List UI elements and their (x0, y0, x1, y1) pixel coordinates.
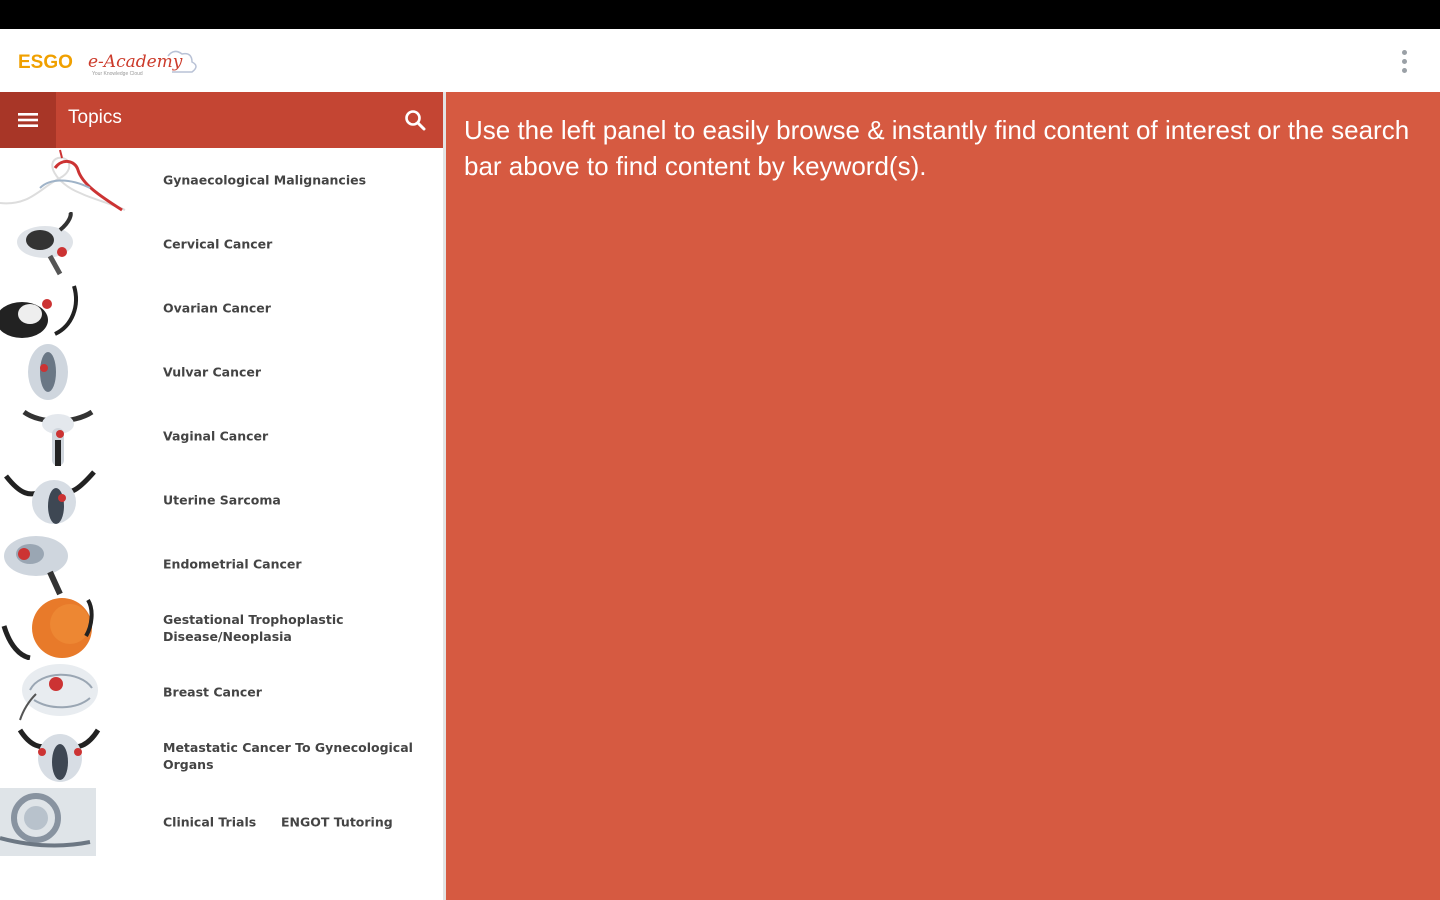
overflow-dot (1402, 68, 1407, 73)
topic-label: Ovarian Cancer (163, 300, 271, 316)
topic-row-endometrial-cancer[interactable] (0, 532, 443, 596)
topic-row-clinical-trials[interactable] (0, 788, 443, 856)
breast-illustration-icon (0, 660, 130, 724)
topic-label: Cervical Cancer (163, 236, 273, 252)
topic-label: Breast Cancer (163, 684, 262, 700)
app-bar (0, 29, 1440, 92)
metastasis-illustration-icon (0, 724, 130, 788)
placenta-illustration-icon (0, 596, 130, 660)
search-glyph (404, 109, 426, 131)
topic-label: Vaginal Cancer (163, 428, 269, 444)
topic-label: Metastatic Cancer To Gynecological Organs (163, 740, 413, 772)
instructions-text: Use the left panel to easily browse & instantly find content of interest or the search bar above to find content by keyword(s). (464, 115, 1410, 181)
ribbon-illustration-icon (0, 148, 130, 212)
esgo-logo[interactable] (18, 47, 198, 77)
vagina-illustration-icon (0, 404, 130, 468)
content-panel (446, 92, 1440, 900)
esgo-e-academy-logo (18, 46, 198, 78)
topic-label: Endometrial Cancer (163, 556, 302, 572)
endometrium-illustration-icon (0, 532, 130, 596)
stethoscope-illustration-icon (0, 788, 130, 856)
svg-text:Your Knowledge Cloud: Your Knowledge Cloud (92, 71, 143, 77)
vulva-illustration-icon (0, 340, 130, 404)
cervix-illustration-icon (0, 212, 130, 276)
clinical-trials-label[interactable]: Clinical Trials (163, 814, 257, 830)
hamburger-icon[interactable] (0, 92, 56, 148)
topic-row-vaginal-cancer[interactable] (0, 404, 443, 468)
ovary-illustration-icon (0, 276, 130, 340)
svg-text:e-Academy: e-Academy (88, 52, 183, 72)
topics-bar (0, 92, 443, 148)
topic-row-vulvar-cancer[interactable] (0, 340, 443, 404)
engot-tutoring-label[interactable]: ENGOT Tutoring (281, 814, 393, 830)
topic-row-metastatic-cancer[interactable] (0, 724, 443, 788)
uterus-illustration-icon (0, 468, 130, 532)
menu-lines (18, 112, 38, 128)
search-icon[interactable] (401, 106, 429, 134)
topic-label: Uterine Sarcoma (163, 492, 281, 508)
topic-row-breast-cancer[interactable] (0, 660, 443, 724)
topic-label: Gestational Trophoplastic Disease/Neoplasia (163, 612, 344, 644)
topic-row-gestational-trophoplastic[interactable] (0, 596, 443, 660)
topic-label: Vulvar Cancer (163, 364, 262, 380)
topic-label: Gynaecological Malignancies (163, 172, 367, 188)
topic-row-cervical-cancer[interactable] (0, 212, 443, 276)
topics-list (0, 148, 443, 900)
topic-row-gynaecological-malignancies[interactable] (0, 148, 443, 212)
topic-row-ovarian-cancer[interactable] (0, 276, 443, 340)
overflow-dot (1402, 59, 1407, 64)
topic-row-uterine-sarcoma[interactable] (0, 468, 443, 532)
svg-text:ESGO: ESGO (18, 52, 73, 73)
status-bar (0, 0, 1440, 29)
topics-title: Topics (68, 107, 122, 128)
overflow-dot (1402, 50, 1407, 55)
overflow-menu-icon[interactable] (1392, 45, 1416, 77)
